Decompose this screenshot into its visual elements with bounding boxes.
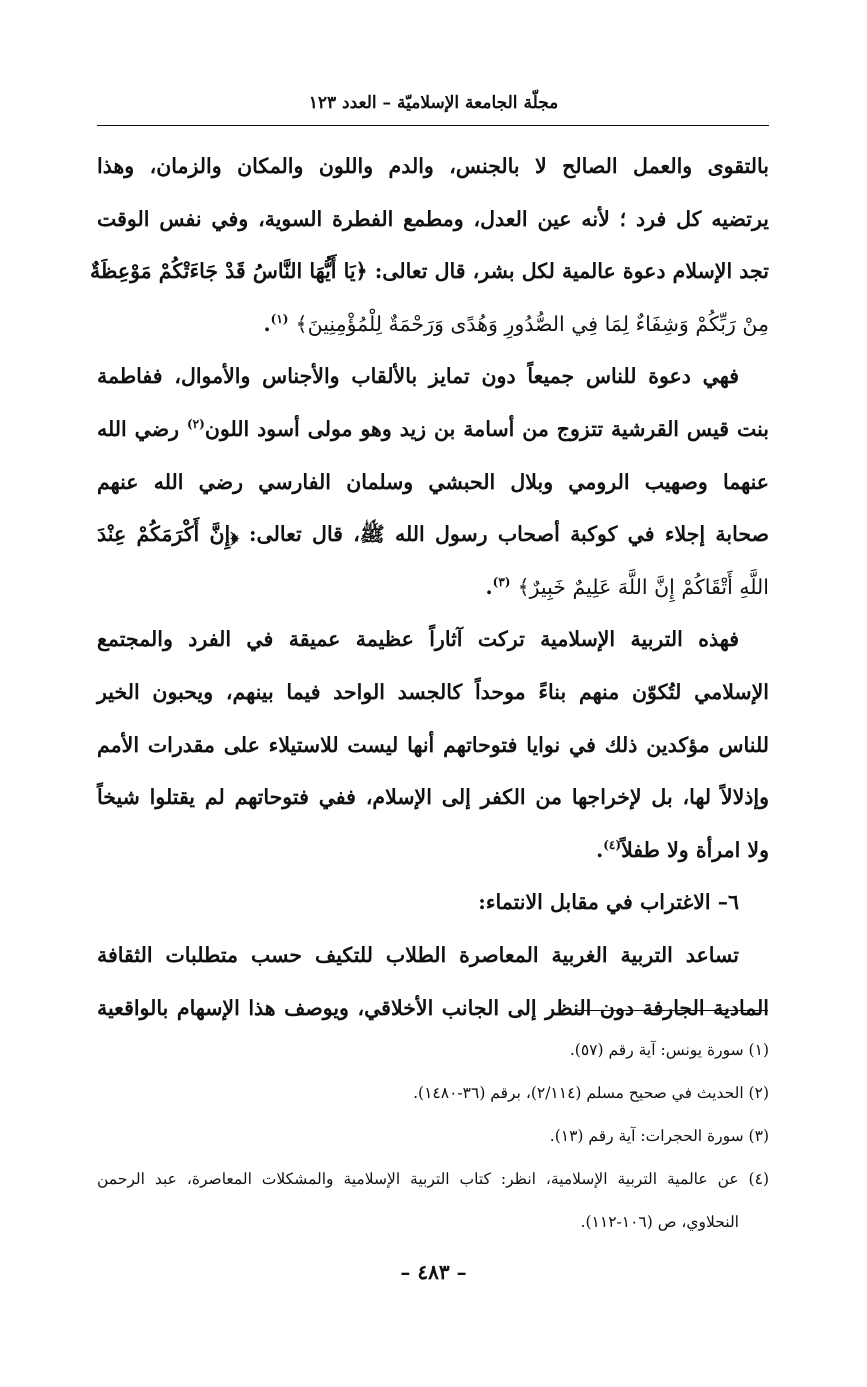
body-line-quran-end: اللَّهِ أَتْقَاكُمْ إِنَّ اللَّهَ عَلِيمٌ خَبِيرٌ﴾ $^{(٣)}$. xyxy=(485,574,769,599)
quran-verse: اللَّهِ أَتْقَاكُمْ إِنَّ اللَّهَ عَلِيمٌ خَبِيرٌ﴾ xyxy=(517,574,769,599)
body-line: صحابة إجلاء في كوكبة أصحاب رسول الله ﷺ، قال تعالى: ﴿إِنَّ أَكْرَمَكُمْ عِنْدَ xyxy=(97,522,769,547)
running-header: مجلّة الجامعة الإسلاميّة – العدد ١٢٣ xyxy=(308,93,559,113)
body-line: تساعد التربية الغربية المعاصرة الطلاب للتكيف حسب متطلبات الثقافة xyxy=(97,942,739,967)
body-line: الإسلامي لتُكوّن منهم بناءً موحداً كالجسد الواحد فيما بينهم، ويحبون الخير xyxy=(97,679,769,704)
body-line-quran-end: مِنْ رَبِّكُمْ وَشِفَاءٌ لِمَا فِي الصُّدُورِ وَهُدًى وَرَحْمَةٌ لِلْمُؤْمِنِينَ﴾ $^{(١)}$. xyxy=(263,311,769,336)
footnote-1: (١) سورة يونس: آية رقم (٥٧). xyxy=(569,1041,769,1059)
body-line-text: رضي الله xyxy=(97,416,180,441)
body-text xyxy=(90,140,770,1034)
footnote-ref-1: (١) xyxy=(270,311,289,326)
body-line-text: بنت قيس القرشية تتزوج من أسامة بن زيد وهو مولى أسود اللون xyxy=(204,416,770,441)
body-line: بالتقوى والعمل الصالح لا بالجنس، والدم واللون والمكان والزمان، وهذا xyxy=(97,154,769,178)
header-divider xyxy=(97,125,769,126)
body-line: المادية الجارفة دون النظر إلى الجانب الأخلاقي، ويوصف هذا الإسهام بالواقعية xyxy=(97,995,769,1020)
body-line: وإذلالاً لها، بل لإخراجها من الكفر إلى الإسلام، ففي فتوحاتهم لم يقتلوا شيخاً xyxy=(97,785,769,810)
footnotes xyxy=(97,1029,769,1244)
body-line-with-ref xyxy=(97,403,769,456)
body-line: تجد الإسلام دعوة عالمية لكل بشر، قال تعالى: ﴿يَا أَيُّهَا النَّاسُ قَدْ جَاءَتْكُمْ مَوْعِظَةٌ xyxy=(90,259,769,284)
body-line-end: ولا امرأة ولا طفلاً$^{(٤)}$. xyxy=(596,837,769,862)
quran-verse: مِنْ رَبِّكُمْ وَشِفَاءٌ لِمَا فِي الصُّدُورِ وَهُدًى وَرَحْمَةٌ لِلْمُؤْمِنِينَ﴾ xyxy=(295,311,769,336)
body-line: فهذه التربية الإسلامية تركت آثاراً عظيمة عميقة في الفرد والمجتمع xyxy=(97,627,739,652)
footnote-ref-4: (٤) xyxy=(603,837,622,852)
body-line-text: ولا امرأة ولا طفلاً xyxy=(621,837,769,862)
body-line: يرتضيه كل فرد ؛ لأنه عين العدل، ومطمع الفطرة السوية، وفي نفس الوقت xyxy=(97,206,769,231)
body-line: فهي دعوة للناس جميعاً دون تمايز بالألقاب والأجناس والأموال، ففاطمة xyxy=(97,364,739,389)
section-heading: ٦– الاغتراب في مقابل الانتماء: xyxy=(478,890,739,915)
footnote-4-continued: النحلاوي، ص (١٠٦-١١٢). xyxy=(580,1213,739,1231)
footnote-ref-3: (٣) xyxy=(492,574,511,589)
footnote-3: (٣) سورة الحجرات: آية رقم (١٣). xyxy=(549,1127,769,1145)
footnote-ref-2: (٢) xyxy=(186,417,205,432)
footnote-2: (٢) الحديث في صحيح مسلم (٢/١١٤)، برقم (٣٦-١٤٨٠). xyxy=(413,1084,769,1102)
footnote-divider xyxy=(578,1010,768,1011)
footnote-4: (٤) عن عالمية التربية الإسلامية، انظر: كتاب التربية الإسلامية والمشكلات المعاصرة، عبد الرحمن xyxy=(97,1170,769,1188)
page-number: – ٤٨٣ – xyxy=(400,1260,467,1284)
body-line: للناس مؤكدين ذلك في نوايا فتوحاتهم أنها ليست للاستيلاء على مقدرات الأمم xyxy=(97,732,769,757)
body-line: عنهما وصهيب الرومي وبلال الحبشي وسلمان الفارسي رضي الله عنهم xyxy=(97,469,769,494)
